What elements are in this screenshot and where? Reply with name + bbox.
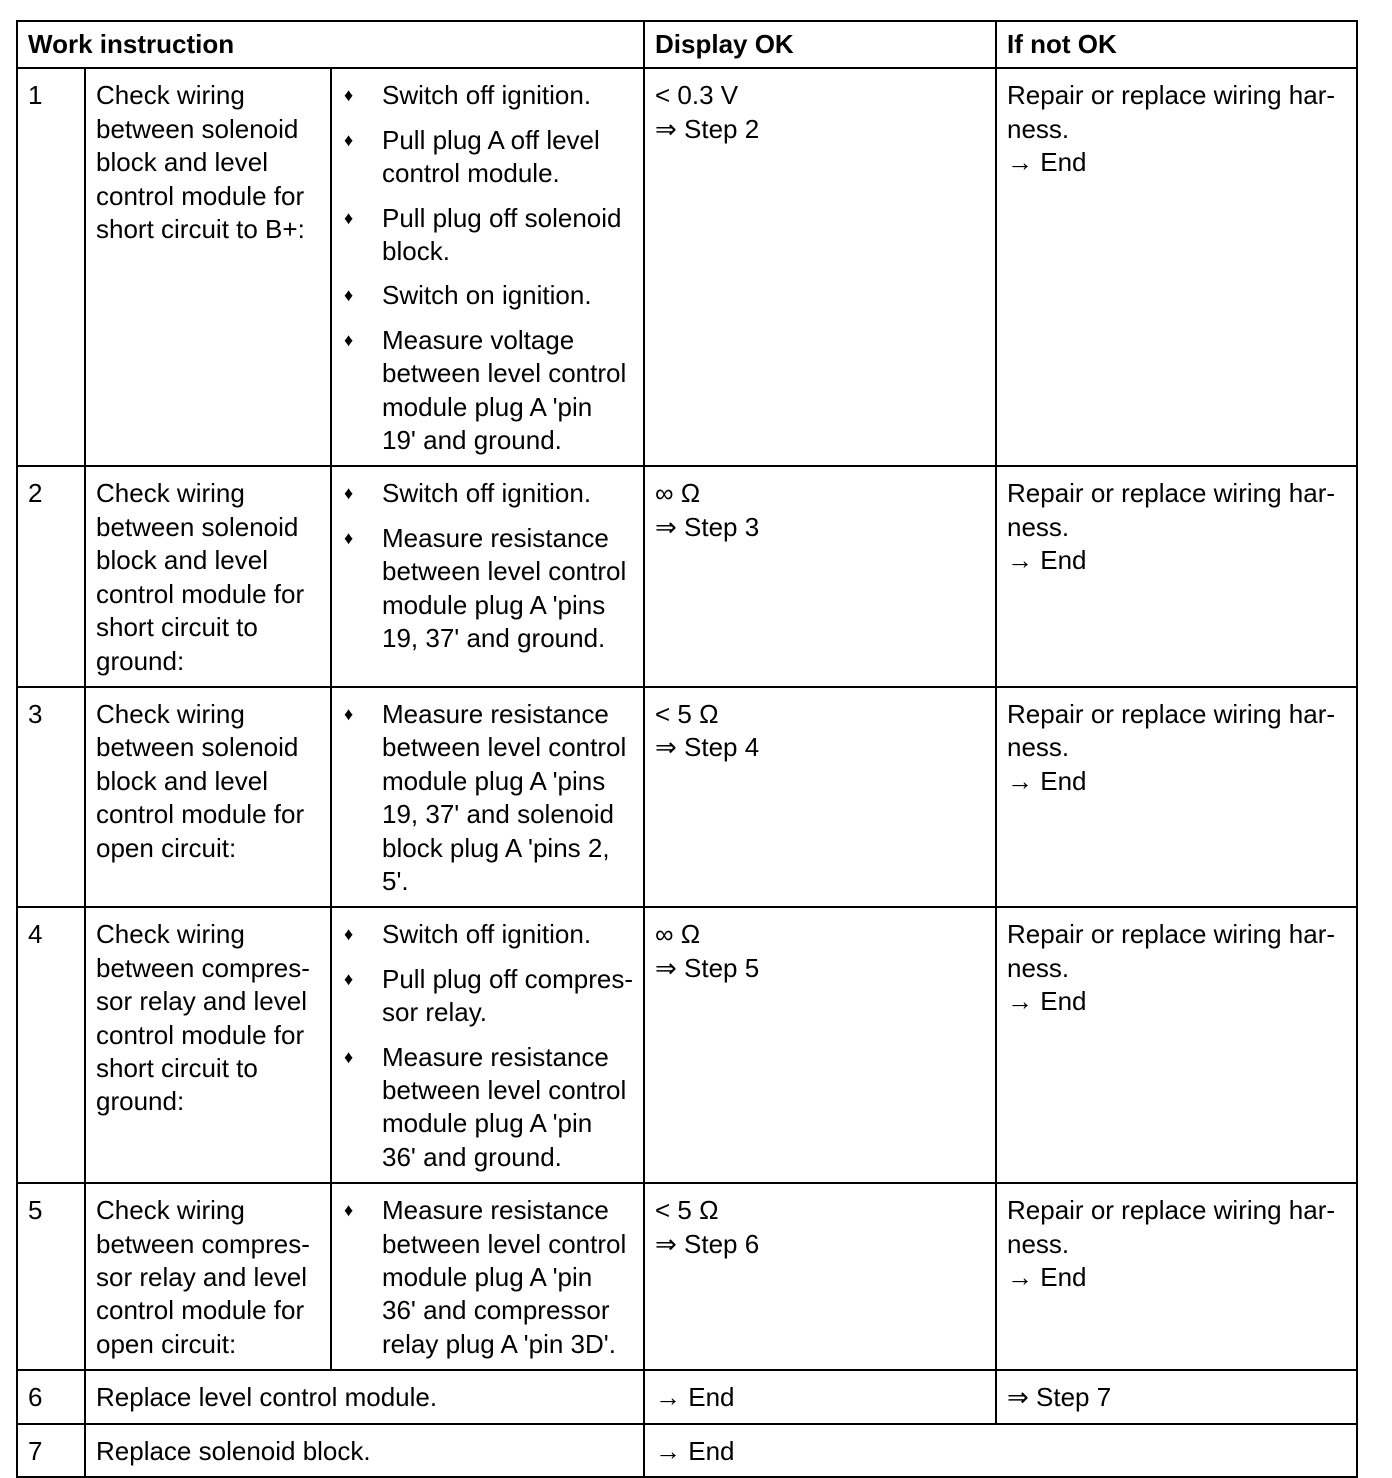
- action-item: [342, 477, 633, 510]
- display-ok-line: < 5 Ω: [655, 698, 719, 729]
- action-text: Pull plug off solenoid block.: [382, 202, 622, 267]
- display-ok-value: [644, 1424, 1357, 1477]
- display-ok-line: ⇒ Step 4: [655, 732, 760, 763]
- step-number: 6: [17, 1370, 85, 1423]
- action-text: Switch on ignition.: [382, 280, 592, 311]
- display-ok-line: → End: [655, 1435, 735, 1466]
- bullet-diamond-icon: ♦: [344, 527, 354, 548]
- if-not-ok-line: Repair or replace wiring har-ness.: [1007, 80, 1336, 144]
- action-list: [342, 918, 633, 1174]
- action-text: Pull plug A off level control module.: [382, 124, 600, 189]
- step-number: 5: [17, 1183, 85, 1370]
- bullet-diamond-icon: ♦: [344, 483, 354, 504]
- action-list-cell: [331, 68, 644, 466]
- action-text: Measure resistance between level control module plug A 'pin 36' and ground.: [382, 1041, 627, 1172]
- if-not-ok-value: [996, 687, 1357, 907]
- action-item: [342, 324, 633, 458]
- action-item: [342, 124, 633, 191]
- bullet-diamond-icon: ♦: [344, 129, 354, 150]
- display-ok-value: [644, 1370, 996, 1423]
- action-list-cell: [331, 907, 644, 1183]
- step-number: 4: [17, 907, 85, 1183]
- display-ok-line: < 0.3 V: [655, 80, 739, 111]
- if-not-ok-line: → End: [1007, 1262, 1087, 1292]
- action-item: [342, 202, 633, 269]
- table-row: [17, 1183, 1357, 1370]
- if-not-ok-value: [996, 68, 1357, 466]
- display-ok-line: ⇒ Step 3: [655, 511, 760, 542]
- action-item: [342, 79, 633, 112]
- action-text: Switch off ignition.: [382, 80, 592, 111]
- table-row: [17, 466, 1357, 686]
- step-number: 7: [17, 1424, 85, 1477]
- if-not-ok-line: Repair or replace wiring har-ness.: [1007, 698, 1336, 763]
- display-ok-value: [644, 466, 996, 686]
- action-item: [342, 1041, 633, 1175]
- if-not-ok-line: → End: [1007, 765, 1087, 796]
- display-ok-value: [644, 687, 996, 907]
- table-row: [17, 1424, 1357, 1477]
- display-ok-value: [644, 907, 996, 1183]
- action-text: Pull plug off compres-sor relay.: [382, 963, 633, 1028]
- action-list: [342, 1194, 633, 1361]
- step-number: 1: [17, 68, 85, 466]
- action-text: Measure voltage between level control module plug A 'pin 19' and ground.: [382, 324, 627, 456]
- if-not-ok-line: Repair or replace wiring har-ness.: [1007, 478, 1336, 542]
- check-description: Check wiring between compres-sor relay and level control module for open circuit:: [85, 1183, 331, 1370]
- if-not-ok-value: [996, 907, 1357, 1183]
- display-ok-line: ⇒ Step 2: [655, 113, 760, 144]
- if-not-ok-line: Repair or replace wiring har-ness.: [1007, 1195, 1336, 1259]
- action-list: [342, 698, 633, 898]
- display-ok-line: ⇒ Step 6: [655, 1228, 760, 1259]
- bullet-diamond-icon: ♦: [344, 1046, 354, 1067]
- if-not-ok-value: [996, 1183, 1357, 1370]
- table-body: [17, 68, 1357, 1477]
- action-item: [342, 963, 633, 1030]
- action-list-cell: [331, 687, 644, 907]
- action-list-cell: [331, 466, 644, 686]
- check-description: Replace solenoid block.: [85, 1424, 644, 1477]
- step-number: 3: [17, 687, 85, 907]
- action-text: Measure resistance between level control module plug A 'pins 19, 37' and solenoid block plug A 'pins 2, 5'.: [382, 698, 627, 896]
- bullet-diamond-icon: ♦: [344, 1200, 354, 1221]
- action-list: [342, 477, 633, 655]
- action-item: [342, 698, 633, 898]
- action-text: Switch off ignition.: [382, 478, 592, 509]
- work-instruction-table: [16, 20, 1358, 1478]
- bullet-diamond-icon: ♦: [344, 329, 354, 350]
- action-item: [342, 522, 633, 656]
- bullet-diamond-icon: ♦: [344, 85, 354, 106]
- table-row: [17, 1370, 1357, 1423]
- table-row: [17, 68, 1357, 466]
- if-not-ok-line: Repair or replace wiring har-ness.: [1007, 919, 1336, 983]
- action-list: [342, 79, 633, 457]
- bullet-diamond-icon: ♦: [344, 968, 354, 989]
- display-ok-line: → End: [655, 1382, 735, 1413]
- if-not-ok-value: [996, 466, 1357, 686]
- action-text: Switch off ignition.: [382, 919, 592, 950]
- if-not-ok-value: [996, 1370, 1357, 1423]
- display-ok-value: [644, 68, 996, 466]
- display-ok-line: ∞ Ω: [655, 478, 701, 509]
- display-ok-line: ⇒ Step 5: [655, 952, 760, 983]
- check-description: Check wiring between solenoid block and level control module for open circuit:: [85, 687, 331, 907]
- header-display-ok: Display OK: [644, 21, 996, 68]
- display-ok-line: ∞ Ω: [655, 919, 701, 950]
- header-row: [17, 21, 1357, 68]
- check-description: Check wiring between solenoid block and level control module for short circuit to B+:: [85, 68, 331, 466]
- bullet-diamond-icon: ♦: [344, 924, 354, 945]
- display-ok-line: < 5 Ω: [655, 1195, 719, 1226]
- if-not-ok-line: → End: [1007, 147, 1087, 178]
- action-list-cell: [331, 1183, 644, 1370]
- check-description: Check wiring between solenoid block and level control module for short circuit to ground:: [85, 466, 331, 686]
- header-if-not-ok: If not OK: [996, 21, 1357, 68]
- if-not-ok-line: → End: [1007, 986, 1087, 1017]
- display-ok-value: [644, 1183, 996, 1370]
- table-row: [17, 907, 1357, 1183]
- if-not-ok-line: → End: [1007, 545, 1087, 576]
- action-text: Measure resistance between level control module plug A 'pin 36' and compressor relay plug A 'pin 3D'.: [382, 1195, 627, 1359]
- bullet-diamond-icon: ♦: [344, 207, 354, 228]
- check-description: Check wiring between compres-sor relay and level control module for short circuit to ground:: [85, 907, 331, 1183]
- action-item: [342, 279, 633, 312]
- bullet-diamond-icon: ♦: [344, 285, 354, 306]
- action-item: [342, 918, 633, 951]
- bullet-diamond-icon: ♦: [344, 703, 354, 724]
- table-row: [17, 687, 1357, 907]
- header-work-instruction: Work instruction: [17, 21, 644, 68]
- if-not-ok-line: ⇒ Step 7: [1007, 1382, 1112, 1413]
- step-number: 2: [17, 466, 85, 686]
- check-description: Replace level control module.: [85, 1370, 644, 1423]
- action-text: Measure resistance between level control module plug A 'pins 19, 37' and ground.: [382, 522, 627, 654]
- action-item: [342, 1194, 633, 1361]
